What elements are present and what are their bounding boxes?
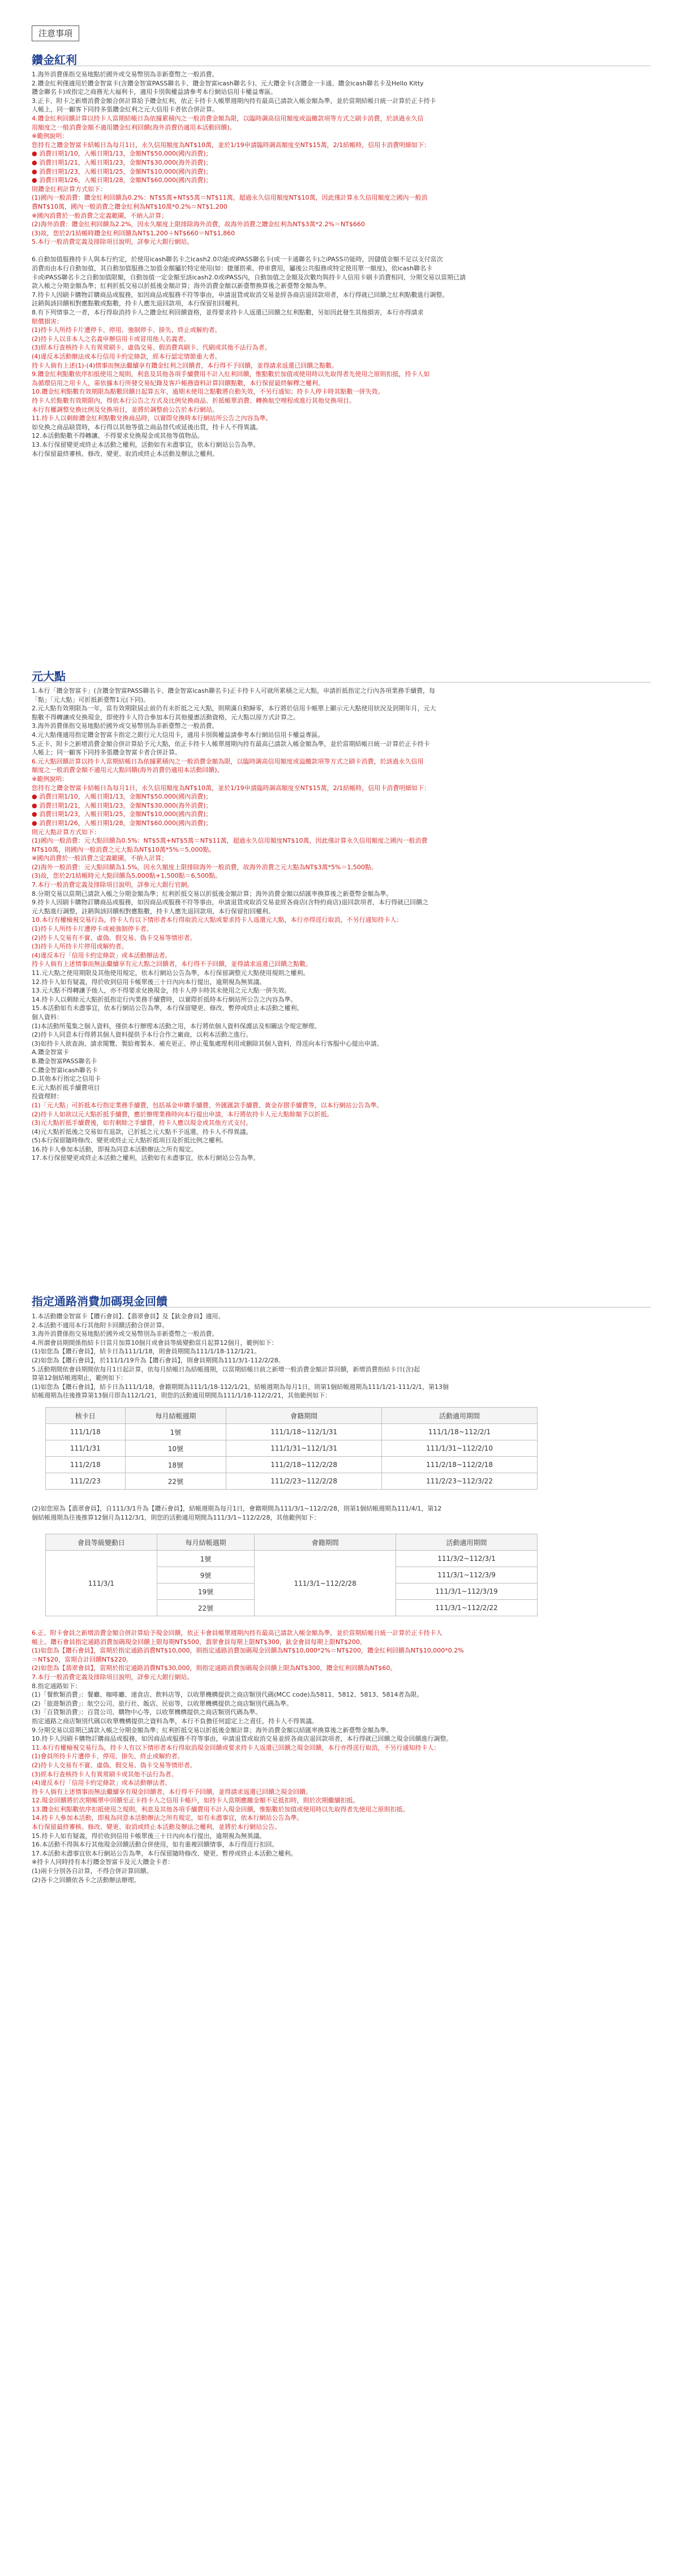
text-line: 「點」「元大點」可折抵新臺幣1元(下同)。 — [32, 696, 150, 704]
text-line: ● 消費日期1/10，入帳日期1/13，金額NT$50,000(國內消費)； — [32, 150, 212, 158]
text-line: 4.元大點僅適用指定鑽金智富卡指定之銀行元大信用卡，適用卡別與權益請參考本行網站信用卡權益專區。 — [32, 731, 324, 739]
table-cell: 111/1/18~112/2/1 — [382, 1424, 538, 1440]
text-line: 投資理財： — [32, 1093, 63, 1101]
table-header: 會員等級變動日 — [46, 1534, 157, 1551]
text-line: ● 消費日期1/21，入帳日期1/23，金額NT$30,000(海外消費)； — [32, 158, 212, 166]
table-header: 會籍期間 — [255, 1534, 396, 1551]
text-line: 個人資料： — [32, 1013, 63, 1021]
table-cell: 111/3/1~112/3/9 — [396, 1567, 538, 1583]
table-cell: 111/1/18 — [46, 1424, 126, 1440]
text-line: 2.元大點有效期限為一年，當有效期限屆止前仍有未折抵之元大點，則期滿自動歸零，本行將於信用卡帳單上顯示元大點使用狀況及到期年月，元大 — [32, 705, 436, 713]
text-line: 持卡人倘有上述(1)-(4)情事而無法繼續享有鑽金紅利之回饋者，本行得不予回饋，並得請求返還已回饋之點數。 — [32, 361, 338, 369]
table-cell: 111/1/31~112/1/31 — [226, 1440, 382, 1457]
table-header: 會籍期間 — [226, 1408, 382, 1424]
text-line: 15.持卡人如有疑義，得於收到信用卡帳單後三十日內向本行提出，逾期視為無異議。 — [32, 1832, 266, 1840]
text-line: 帳上。鑽石會員指定通路消費加碼現金回饋上限每期NT$500，翡翠會員每期上限NT$300，鈦金會員每期上限NT$200。 — [32, 1638, 366, 1646]
text-line: (4)違反本活動辦法或本行信用卡約定條款，經本行認定情節重大者。 — [32, 353, 221, 360]
text-line: 3.海外消費係指交易地點於國外或交易幣別為非新臺幣之一般消費。 — [32, 1330, 218, 1338]
text-line: (1)國內一般消費：元大點回饋為0.5%：NT$5萬+NT$5萬＝NT$11萬，超過永久信用額度NT$10萬，因此僅計算永久信用額度之國內一般消費 — [32, 837, 428, 845]
text-line: (2)持卡人交易有不實、虛偽、假交易、偽卡交易等情形者。 — [32, 934, 196, 942]
table-cell: 22號 — [157, 1600, 254, 1616]
text-line: (1)持卡人所持卡片遭停卡、停用、強制停卡、掛失、終止或解約者。 — [32, 326, 221, 334]
text-line: (3)經本行查核持卡人有異常刷卡或其他不法行為者。 — [32, 1770, 178, 1778]
text-line: D.其他本行指定之信用卡 — [32, 1075, 101, 1083]
section-title-diamond-bonus: 鑽金紅利 — [32, 53, 77, 67]
section-body-diamond-bonus — [32, 70, 651, 661]
text-line: 10.鑽金紅利點數有效期限為點數回饋日起算五年，逾期未使用之點數將自動失效，不另行通知；持卡人停卡時其點數一併失效。 — [32, 388, 384, 396]
text-line: 款入帳之分期金額為準；紅利折抵交易以折抵後金額計算；海外消費金額以新臺幣換算後之新臺幣金額為準。 — [32, 282, 330, 290]
page-title: 注意事項 — [32, 25, 79, 41]
table-cell: 10號 — [125, 1440, 226, 1457]
text-line: (3)如持卡人欲查詢、請求閱覽、製給複製本、補充更正、停止蒐集處理利用或刪除其個人資料，得逕向本行客服中心提出申請。 — [32, 1039, 383, 1047]
text-line: 您持有之鑽金智富卡結帳日為每月1日，永久信用額度為NT$10萬，並於1/19申請臨時調高額度至NT$15萬，2/1結帳時，信用卡消費明細如下： — [32, 784, 431, 792]
text-line: 人帳上，同一顧客下同持多張鑽金紅利之元大信用卡者依合併計算。 — [32, 106, 218, 114]
text-line: 8.有下列情事之一者，本行得取消持卡人之鑽金紅利回饋資格，並得要求持卡人返還已回饋之紅利點數，另如因此發生其他損害，本行亦得請求 — [32, 309, 424, 317]
section-title-yuanta-points: 元大點 — [32, 670, 66, 683]
table-cell: 1號 — [125, 1424, 226, 1440]
text-line: (2)海外消費：鑽金紅利回饋為2.2%，因永久額度上限排除海外消費，故海外消費之鑽金紅利為NT$3萬*2.2%＝NT$660 — [32, 221, 365, 228]
table-header-row — [46, 1408, 538, 1424]
section-body-cashback-example2 — [32, 1504, 651, 1527]
text-line: 5.正卡、附卡之新增消費金額合併計算給予元大點，依正卡持卡人帳單週期內持有最高已請款入帳金額為準，並於當期結帳日統一計算於正卡持卡 — [32, 740, 430, 748]
text-line: 6.元大點回饋計算以持卡人當期結帳日為依據累積內之一般消費金額為限，以臨時調高信用額度或溢繳款項等方式之刷卡消費，於該過永久信用 — [32, 757, 424, 765]
text-line: 7.本行一般消費定義及排除項目說明，詳參元大銀行官網。 — [32, 881, 194, 889]
table-cell: 22號 — [125, 1473, 226, 1490]
table-header: 活動適用期間 — [396, 1534, 538, 1551]
text-line: C.鑽金智富icash聯名卡 — [32, 1066, 98, 1074]
table-cell: 9號 — [157, 1567, 254, 1583]
table-cell: 111/3/2~112/3/1 — [396, 1551, 538, 1567]
text-line: 6.自動加值服務持卡人與本行約定，於使用icash聯名卡之icash2.0功能或iPASS聯名卡(或一卡通聯名卡)之iPASS功能時，因儲值金額不足以支付當次 — [32, 256, 443, 264]
text-line: 2.鑽金紅利僅適用於鑽金智富卡(含鑽金智富PASS聯名卡、鑽金智富icash聯名卡)、元大鑽金卡(含鑽金一卡通、鑽金icash聯名卡及Hello Kitty — [32, 79, 424, 87]
text-line: ● 消費日期1/26，入帳日期1/28，金額NT$60,000(國內消費)； — [32, 176, 212, 184]
table-cell: 111/1/18~112/1/31 — [226, 1424, 382, 1440]
text-line: 為循環信用之用卡人，需依據本行所發交易紀錄及客戶帳務資料計算回饋點數，本行保留最終解釋之權利。 — [32, 379, 324, 387]
text-line: 點數不得轉讓或兌換現金，即使持卡人符合參加本行其他優惠活動資格，元大點以原方式計算之。 — [32, 713, 299, 721]
table-row — [46, 1551, 538, 1567]
text-line: 6.正、附卡會員之新增消費金額合併計算給予現金回饋，依正卡會員帳單週期內持有最高已請款入帳金額為準，並於當期結帳日統一計算於正卡持卡人 — [32, 1629, 442, 1637]
text-line: (1)國內一般消費：鑽金紅利回饋為0.2%：NT$5萬+NT$5萬＝NT$11萬，超過永久信用額度NT$10萬，因此僅計算永久信用額度之國內一般消 — [32, 194, 428, 202]
text-line: 消費而由本行自動加值，其自動加值服務之加值金額屬於特定使用(如：捷運搭乘、停車費用，屬後公共服務或特定使用單一額度)，依icash聯名卡 — [32, 265, 433, 273]
text-line: 持卡人倘有上述情事而無法繼續享有元大點之回饋者，本行得不予回饋，並得請求返還已回饋之點數。 — [32, 960, 312, 968]
table-cell: 1號 — [157, 1551, 254, 1567]
text-line: 本行有權調整兌換比例及兌換項目，並將於調整前公告於本行網站。 — [32, 405, 218, 413]
text-line: 16.持卡人參加本活動，即視為同意本活動辦法之所有規定。 — [32, 1145, 197, 1153]
text-line: 額度之一般消費金額不適用元大點回饋(海外消費仍適用本活動回饋)。 — [32, 766, 224, 774]
text-line: (3)元大點折抵手續費後，如有剩餘之手續費，持卡人應以現金或其他方式支付。 — [32, 1119, 252, 1127]
text-line: ※國內消費於一般消費之定義範圍，不納入計算； — [32, 212, 168, 219]
text-line: 16.本活動不得與本行其他現金回饋活動合併使用，如有重複回饋情事，本行得逕行扣回。 — [32, 1841, 278, 1849]
table-row — [46, 1440, 538, 1457]
text-line: 7.持卡人因刷卡購物訂購商品或服務，如因商品或服務不符等事由，申請退貨或取消交易並經各商店退回款項者，本行得就已回饋之紅利點數進行調整。 — [32, 291, 449, 299]
text-line — [32, 247, 651, 256]
text-line: (3)持卡人所持卡片停用或解約者。 — [32, 943, 128, 951]
text-line: (4)違反本行「信用卡約定條款」或本活動辦法者。 — [32, 1779, 171, 1787]
text-line: (2)各卡之回饋依各卡之活動辦法辦理。 — [32, 1876, 140, 1884]
text-line: E.元大點折抵手續費項目 — [32, 1084, 100, 1091]
text-line: 用額度之一般消費金額不適用鑽金紅利回饋(海外消費仍適用本活動回饋)。 — [32, 123, 236, 131]
table-cell: 111/1/31~112/2/10 — [382, 1440, 538, 1457]
text-line: ※範例說明： — [32, 775, 68, 783]
text-line: 9.分期交易以當期已請款入帳之分期金額為準；紅利折抵交易以折抵後金額計算；海外消費金額以結匯率換算後之新臺幣金額為準。 — [32, 1726, 393, 1734]
text-line: (4)元大點折抵後之交易如有退款，已折抵之元大點不予返還，持卡人不得異議。 — [32, 1128, 252, 1136]
text-line: NT$10萬，則國內一般消費之元大點為NT$10萬*5%＝5,000點。 — [32, 845, 216, 853]
text-line: 3.海外消費係指交易地點於國外或交易幣別為非新臺幣之一般消費。 — [32, 722, 218, 730]
table-cell: 111/2/23~112/2/28 — [226, 1473, 382, 1490]
text-line: (2)如您為【翡翠會員】，當期於指定通路消費NT$30,000，則指定通路消費加碼現金回饋上限為NT$300，鑽金紅利回饋為NT$60。 — [32, 1664, 397, 1672]
text-line: 1.本行「鑽金智富卡」(含鑽金智富PASS聯名卡、鑽金智富icash聯名卡)正卡持卡人可就所累積之元大點，申請折抵指定之行內各項業務手續費，每 — [32, 687, 436, 694]
text-line: 1.本活動鑽金智富卡【鑽石會員】、【翡翠會員】及【鈦金會員】適用。 — [32, 1313, 225, 1320]
table-cell: 111/3/1~112/2/22 — [396, 1600, 538, 1616]
text-line: 指定通路之商店類別代碼以收單機構提供之資料為準，本行不負擔任何認定上之責任，持卡人不得異議。 — [32, 1717, 318, 1725]
text-line: 結帳週期為往後推算第13個月即為112/1/21，則您的活動適用期間為111/1/18-112/2/21，其他範例如下： — [32, 1392, 332, 1400]
text-line: 5.本行一般消費定義及排除項目說明，詳參元大銀行網站。 — [32, 238, 194, 246]
text-line: 11.元大點之使用期限及其他使用規定，依本行網站公告為準，本行保留調整元大點使用規則之權利。 — [32, 969, 310, 977]
text-line: 17.本活動未盡事宜依本行網站公告為準，本行保留隨時修改、變更、暫停或終止本活動之權利。 — [32, 1849, 297, 1857]
table-header: 活動適用期間 — [382, 1408, 538, 1424]
text-line: 您持有之鑽金智富卡結帳日為每月1日，永久信用額度為NT$10萬，並於1/19申請臨時調高額度至NT$15萬，2/1結帳時，信用卡消費明細如下： — [32, 141, 431, 149]
text-line: 13.元大點不得轉讓予他人，亦不得要求兌換現金，持卡人停卡時其未使用之元大點一併失效。 — [32, 987, 291, 995]
table-cell: 111/2/23~112/3/22 — [382, 1473, 538, 1490]
text-line: 費NT$10萬，國內一般消費之鑽金紅利為NT$10萬*0.2%＝NT$1,200 — [32, 202, 227, 210]
text-line: ※範例說明： — [32, 132, 68, 140]
table-header-row — [46, 1534, 538, 1551]
text-line: (1)「餐飲類消費」：餐廳、咖啡廳、速食店、飲料店等，以收單機構提供之商店類別代碼(MCC code)為5811、5812、5813、5814者為限。 — [32, 1691, 423, 1699]
table-row — [46, 1473, 538, 1490]
text-line: (1)會員所持卡片遭停卡、停用、掛失、終止或解約者。 — [32, 1753, 184, 1761]
table-cell: 111/3/1~112/2/28 — [255, 1551, 396, 1616]
text-line: (3)故，您於2/1結帳時鑽金紅利回饋為NT$1,200＋NT$660＝NT$1,860 — [32, 229, 235, 237]
text-line: 9.持卡人因刷卡購物訂購商品或服務，如因商品或服務不符等事由，申請退貨或取消交易並經各商店(含特約商店)退回款項者，本行得就已回饋之 — [32, 899, 429, 907]
text-line: 本行保留最終審核、修改、變更、取消或終止本活動及辦法之權利，並將於本行網站公告。 — [32, 1823, 281, 1831]
text-line: ＝NT$20，當期合計回饋NT$220。 — [32, 1655, 132, 1663]
table-cell: 111/2/23 — [46, 1473, 126, 1490]
table-cell: 19號 — [157, 1583, 254, 1600]
text-line: 11.持卡人以剩餘鑽金紅利點數兌換商品時，以實際兌換時本行網站所公告之內容為準。 — [32, 415, 272, 422]
text-line: 14.持卡人參加本活動，即視為同意本活動辦法之所有規定，如有未盡事宜，依本行網站公告為準。 — [32, 1814, 303, 1822]
text-line: (4)違反本行「信用卡約定條款」或本活動辦法者。 — [32, 951, 171, 959]
text-line: (2)「旅遊類消費」：航空公司、旅行社、飯店、民宿等，以收單機構提供之商店類別代碼為準。 — [32, 1699, 293, 1707]
text-line: 8.分期交易以當期已請款入帳之分期金額為準；紅利折抵交易以折抵後金額計算；海外消費金額以結匯率換算後之新臺幣金額為準。 — [32, 890, 393, 897]
text-line: 4.所謂會員期間係指結卡日當月加算10個月或會員等級變動當月起算12個月，範例如下： — [32, 1339, 278, 1347]
text-line: 4.鑽金紅利回饋計算以持卡人當期結帳日為依據累積內之一般消費金額為限，以臨時調高信用額度或溢繳款項等方式之刷卡消費，於該過永久信 — [32, 114, 424, 122]
table-header: 每月結帳週期 — [125, 1408, 226, 1424]
text-line: 個結帳週期為往後推算12個月為112/3/1，則您的活動適用期間為111/3/1~112/2/28，其他範例如下： — [32, 1513, 320, 1521]
text-line: 註銷與該回饋相對應點數或點數，持卡人應先退回款項，本行保留扣回權利。 — [32, 300, 243, 308]
text-line: (2)如您為【鑽石會員】，於111/1/19升為【鑽石會員】，則會員期間為111/3/1-112/2/28。 — [32, 1356, 285, 1364]
text-line: 3.正卡、附卡之新增消費金額合併計算給予鑽金紅利，依正卡持卡人帳單週期內持有最高已請款入帳金額為準，並於當期結帳日統一計算於正卡持卡 — [32, 97, 436, 105]
text-line: (1)兩卡分別各自計算，不得合併計算回饋。 — [32, 1867, 153, 1875]
text-line: 人帳上；同一顧客下同持多張鑽金智富卡者合併計算。 — [32, 749, 181, 757]
table-cell: 111/1/31 — [46, 1440, 126, 1457]
text-line: (1)如您為【鑽石會員】，當期於指定通路消費NT$10,000，則指定通路消費加碼現金回饋為NT$10,000*2%＝NT$200，鑽金紅利回饋為NT$10,000*0.2% — [32, 1647, 464, 1655]
text-line: 則元大點計算方式如下： — [32, 828, 100, 836]
text-line: ※持卡人同時持有本行鑽金智富卡及元大鑽金卡者： — [32, 1858, 174, 1866]
text-line: 1.海外消費係指交易地點於國外或交易幣別為非新臺幣之一般消費。 — [32, 71, 218, 78]
text-line: 14.持卡人以剩餘元大點折抵指定行內業務手續費時，以實際折抵時本行網站所公告之內容為準。 — [32, 995, 297, 1003]
text-line: 持卡人於點數有效期限內，得依本行公告之方式及比例兌換商品、折抵帳單消費、轉換航空哩程或進行其他兌換項目。 — [32, 396, 355, 404]
text-line: 持卡人倘有上述情事而無法繼續享有現金回饋者，本行得不予回饋，並得請求返還已回饋之現金回饋。 — [32, 1788, 312, 1796]
table-cell: 111/2/18 — [46, 1457, 126, 1473]
text-line: 12.現金回饋將於次期帳單中回饋至正卡持卡人之信用卡帳戶，如持卡人當期應繳金額不足抵扣時，則於次期繼續扣抵。 — [32, 1797, 359, 1805]
text-line: 10.本行有權檢視交易行為，持卡人有以下情形者本行得取消元大點或要求持卡人返還元大點，本行亦得逕行取消，不另行通知持卡人： — [32, 916, 403, 924]
section-body-yuanta-points — [32, 687, 651, 1275]
text-line: (1)持卡人所持卡片遭停卡或被強制停卡者。 — [32, 925, 153, 933]
text-line: 9.鑽金紅利點數依序扣抵使用之規則，利息及其他各項手續費用不計入紅利回饋，惟點數於加值或使用時以先取得者先使用之原則扣抵，持卡人如 — [32, 370, 430, 378]
table-header: 每月結帳週期 — [157, 1534, 254, 1551]
text-line: A.鑽金智富卡 — [32, 1048, 69, 1056]
text-line: 10.持卡人因刷卡購物訂購商品或服務，如因商品或服務不符等事由，申請退貨或取消交易並經各商店退回款項者，本行得就已回饋之現金回饋進行調整。 — [32, 1735, 453, 1743]
text-line: B.鑽金智富PASS聯名卡 — [32, 1057, 97, 1065]
text-line: (2)持卡人以非本人之名義申辦信用卡或冒用他人名義者。 — [32, 335, 190, 343]
table-cell: 111/3/1 — [46, 1551, 157, 1616]
text-line: 卡或iPASS聯名卡之自動加值限額，自動加值一定金額至該icash2.0或iPASS內，自動加值之金額及次數均與持卡人信用卡刷卡消費相同，分期交易以當期已請 — [32, 273, 466, 281]
text-line: 2.本活動不適用本行其他附卡回饋活動合併計算。 — [32, 1321, 169, 1329]
text-line: (2)如您原為【翡翠會員】，自111/3/1升為【鑽石會員】，結帳週期為每月1日，會籍期間為111/3/1~112/2/28，則第1個結帳週期為111/4/1，第12 — [32, 1505, 442, 1512]
text-line: ● 消費日期1/26，入帳日期1/28，金額NT$60,000(國內消費)； — [32, 819, 212, 827]
table-cell: 111/2/18~112/2/18 — [382, 1457, 538, 1473]
text-line: 15.本活動如有未盡事宜，依本行網站公告為準，本行保留變更、修改、暫停或終止本活動之權利。 — [32, 1004, 303, 1012]
section-title-cashback: 指定通路消費加碼現金回饋 — [32, 1295, 167, 1308]
tier-change-table — [45, 1534, 538, 1616]
membership-period-table — [45, 1407, 538, 1490]
table-header: 核卡日 — [46, 1408, 126, 1424]
table-cell: 18號 — [125, 1457, 226, 1473]
table-cell: 111/2/18~112/2/28 — [226, 1457, 382, 1473]
text-line: (3)「百貨類消費」：百貨公司、購物中心等，以收單機構提供之商店類別代碼為準。 — [32, 1708, 262, 1716]
text-line: 鑽金聯名卡)或指定之商務光大福利卡，適用卡別與權益請參考本行網站信用卡權益專區。 — [32, 88, 277, 96]
section-body-cashback-intro — [32, 1312, 651, 1403]
text-line: (2)持卡人交易有不實、虛偽、假交易、偽卡交易等情形者。 — [32, 1761, 196, 1769]
text-line: 5.活動期間依會員期間依每月1日起計算，依每月結帳日為結帳週期，以當期結帳日前之新增一般消費金額計算回饋，新增消費指結卡日(含)起 — [32, 1365, 420, 1373]
section-body-cashback-rules — [32, 1629, 651, 2036]
text-line: 17.本行保留變更或終止本活動之權利，活動如有未盡事宜，依本行網站公告為準。 — [32, 1154, 260, 1162]
text-line: 算第12個結帳週期止，範例如下： — [32, 1374, 127, 1382]
text-line: 8.指定通路如下： — [32, 1682, 81, 1690]
text-line: 則鑽金紅利計算方式如下： — [32, 185, 106, 193]
text-line: (1)「元大點」可折抵本行指定業務手續費，包括基金申購手續費、外匯匯款手續費、黃金存摺手續費等，以本行網站公告為準。 — [32, 1101, 383, 1109]
text-line: 11.本行有權檢視交易行為，持卡人有以下情形者本行得取消現金回饋或要求持卡人返還已回饋之現金回饋，本行亦得逕行取消，不另行通知持卡人： — [32, 1744, 440, 1751]
text-line: (3)故，您於2/1結帳時元大點回饋為5,000點+1,500點＝6,500點。 — [32, 872, 221, 880]
text-line: 賠償損害： — [32, 317, 63, 325]
table-row — [46, 1457, 538, 1473]
text-line: (1)如您為【鑽石會員】，結卡日為111/1/18，則會員期間為111/1/18-112/1/21。 — [32, 1348, 261, 1356]
text-line: ● 消費日期1/10，入帳日期1/13，金額NT$50,000(國內消費)； — [32, 793, 212, 801]
text-line: (1)如您為【鑽石會員】，結卡日為111/1/18，會籍期間為111/1/18-112/1/21，結帳週期為每月1日，則第1個結帳週期為111/1/21-111/2/1，第13個 — [32, 1383, 449, 1391]
text-line: 元大點進行調整，註銷與該回饋相對應點數，持卡人應先退回款項，本行保留扣回權利。 — [32, 907, 274, 915]
text-line: (2)持卡人同意本行得將其個人資料提供予本行合作之廠商，以利本活動之進行。 — [32, 1031, 252, 1039]
text-line: ● 消費日期1/21，入帳日期1/23，金額NT$30,000(海外消費)； — [32, 801, 212, 809]
table-cell: 111/3/1~112/3/19 — [396, 1583, 538, 1600]
text-line: 13.本行保留變更或終止本活動之權利，活動如有未盡事宜，依本行網站公告為準。 — [32, 441, 260, 448]
text-line: (2)持卡人如欲以元大點折抵手續費，應於辦理業務時向本行提出申請，本行將依持卡人元大點餘額予以折抵。 — [32, 1110, 333, 1118]
text-line: 如兌換之商品缺貨時，本行得以其他等值之商品替代或延後出貨，持卡人不得異議。 — [32, 423, 262, 431]
table-row — [46, 1424, 538, 1440]
text-line: 13.鑽金紅利點數依序扣抵使用之規則，利息及其他各項手續費用不計入現金回饋，惟點數於加值或使用時以先取得者先使用之原則扣抵。 — [32, 1805, 409, 1813]
text-line: (3)經本行查核持卡人有異常刷卡、虛偽交易、假消費真刷卡、代刷或其他不法行為者。 — [32, 344, 271, 352]
text-line: 本行保留最終審核、修改、變更、取消或終止本活動及辦法之權利。 — [32, 450, 218, 458]
text-line: 12.本活動點數不得轉讓、不得要求兌換現金或其他等值物品。 — [32, 432, 204, 440]
text-line: ※國內消費於一般消費之定義範圍，不納入計算； — [32, 855, 168, 862]
text-line: ● 消費日期1/23，入帳日期1/25，金額NT$10,000(國內消費)； — [32, 167, 212, 175]
text-line: 7.本行一般消費定義及排除項目說明，詳參元大銀行網站。 — [32, 1673, 194, 1681]
section-divider — [32, 1307, 651, 1308]
text-line: (2)海外一般消費：元大點回饋為1.5%，因永久額度上限排除海外一般消費，故海外消費之元大點為NT$3萬*5%＝1,500點。 — [32, 863, 377, 871]
section-divider — [32, 682, 651, 683]
text-line: (1)本活動所蒐集之個人資料，僅供本行辦理本活動之用，本行將依個人資料保護法及相關法令規定辦理。 — [32, 1022, 321, 1030]
text-line: ● 消費日期1/23，入帳日期1/25，金額NT$10,000(國內消費)； — [32, 810, 212, 818]
text-line: (5)本行保留隨時修改、變更或終止元大點折抵項目及折抵比例之權利。 — [32, 1137, 227, 1145]
text-line: 12.持卡人如有疑義，得於收到信用卡帳單後三十日內向本行提出，逾期視為無異議。 — [32, 978, 266, 986]
